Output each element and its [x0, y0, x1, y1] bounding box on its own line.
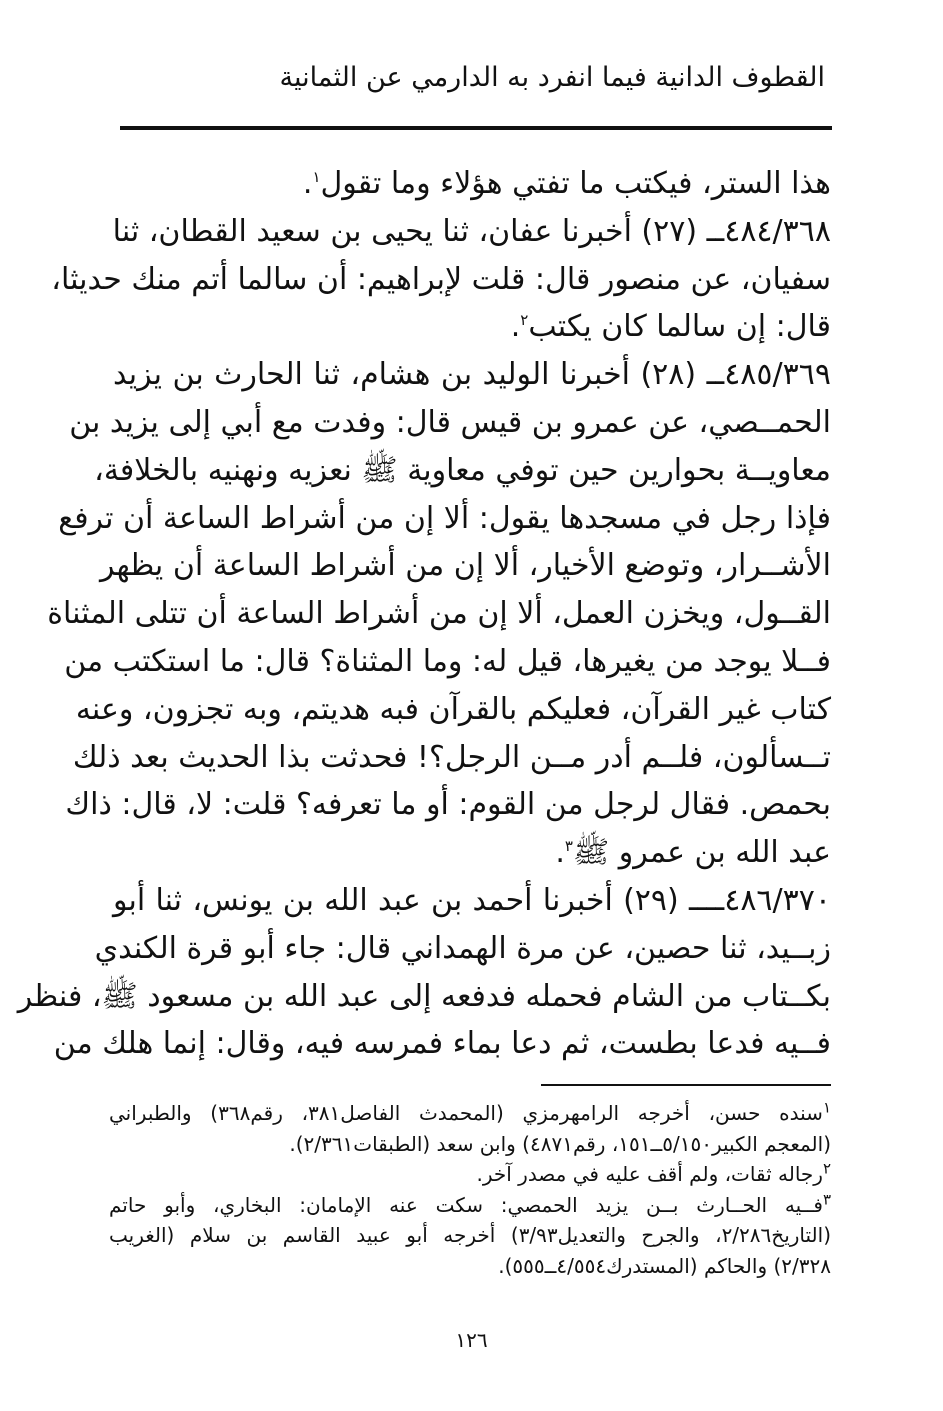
footnote-3-line-2: (التاريخ٢/٢٨٦، والجرح والتعديل٣/٩٣) أخرجه أبو عبيد القاسم بن سلام (الغريب — [109, 1223, 831, 1247]
text-line-10: القــول، ويخزن العمل، ألا إن من أشراط الساعة أن تتلى المثناة — [47, 596, 831, 632]
text-line-5: ٤٨٥/٣٦٩ــ (٢٨) أخبرنا الوليد بن هشام، ثنا الحارث بن يزيد — [113, 357, 831, 393]
text-line-19: فــيه فدعا بطست، ثم دعا بماء فمرسه فيه، وقال: إنما هلك من — [53, 1026, 831, 1062]
footnote-3-line-1: $^٣$فــيه الحــارث بــن يزيد الحمصي: سكت عنه الإمامان: البخاري، وأبو حاتم — [109, 1189, 831, 1217]
text-line-15: عبد الله بن عمرو ﷺ$^٣$. — [555, 835, 831, 871]
text-line-3: سفيان، عن منصور قال: قلت لإبراهيم: أن سالما أتم منك حديثا، — [51, 261, 831, 297]
text-line-17: زبــيد، ثنا حصين، عن مرة الهمداني قال: جاء أبو قرة الكندي — [94, 930, 831, 966]
footnote-1-line-2: (المعجم الكبير٥/١٥٠ــ١٥١، رقم٤٨٧١) وابن سعد (الطبقات٢/٣٦١). — [289, 1131, 831, 1156]
footnote-number-1: ١ — [822, 1098, 831, 1117]
footnote-mark-1: ١ — [312, 168, 321, 186]
text-line-12: كتاب غير القرآن، فعليكم بالقرآن فبه هديتم، وبه تجزون، وعنه — [75, 691, 831, 727]
footnote-number-3: ٣ — [822, 1189, 831, 1208]
page-number: ١٢٦ — [455, 1328, 488, 1352]
footnote-separator — [541, 1084, 831, 1086]
text-line-16: ٤٨٦/٣٧٠ــــ (٢٩) أخبرنا أحمد بن عبد الله بن يونس، ثنا أبو — [113, 882, 831, 918]
running-header: القطوف الدانية فيما انفرد به الدارمي عن الثمانية — [279, 62, 825, 93]
text-line-13: تــسألون، فلــم أدر مــن الرجل؟! فحدثت بذا الحديث بعد ذلك — [72, 739, 831, 775]
text-line-8: فإذا رجل في مسجدها يقول: ألا إن من أشراط الساعة أن ترفع — [58, 500, 831, 536]
footnote-2-line-1: $^٢$رجاله ثقات، ولم أقف عليه في مصدر آخر. — [476, 1159, 831, 1186]
footnote-1-line-1: $^١$سنده حسن، أخرجه الرامهرمزي (المحمدث الفاصل٣٨١، رقم٣٦٨) والطبراني — [109, 1098, 831, 1125]
footnote-mark-2: ٢ — [520, 311, 529, 330]
text-line-11: فــلا يوجد من يغيرها، قيل له: وما المثناة؟ قال: ما استكتب من — [64, 643, 831, 679]
footnote-mark-3: ٣ — [564, 837, 573, 856]
footnote-3-line-3: ٢/٣٢٨) والحاكم (المستدرك٤/٥٥٤ــ٥٥٥). — [498, 1253, 831, 1278]
footnote-number-2: ٢ — [822, 1159, 831, 1178]
text-line-14: بحمص. فقال لرجل من القوم: أو ما تعرفه؟ قلت: لا، قال: ذاك — [65, 787, 831, 823]
main-text — [17, 160, 831, 1068]
text-line-4: قال: إن سالما كان يكتب$^٢$. — [510, 309, 831, 345]
text-line-2: ٤٨٤/٣٦٨ــ (٢٧) أخبرنا عفان، ثنا يحيى بن سعيد القطان، ثنا — [112, 213, 831, 249]
header-rule — [120, 126, 832, 130]
text-line-7: معاويــة بحوارين حين توفي معاوية ﷺ نعزيه ونهنيه بالخلافة، — [94, 452, 831, 488]
text-line-1: هذا الستر، فيكتب ما تفتي هؤلاء وما تقول$^١$. — [302, 166, 831, 201]
text-line-18: بكــتاب من الشام فحمله فدفعه إلى عبد الله بن مسعود ﷺ، فنظر — [17, 978, 831, 1014]
footnotes — [109, 1098, 831, 1281]
text-line-9: الأشــرار، وتوضع الأخيار، ألا إن من أشراط الساعة أن يظهر — [99, 548, 831, 584]
text-line-6: الحمــصي، عن عمرو بن قيس قال: وفدت مع أبي إلى يزيد بن — [69, 404, 831, 440]
